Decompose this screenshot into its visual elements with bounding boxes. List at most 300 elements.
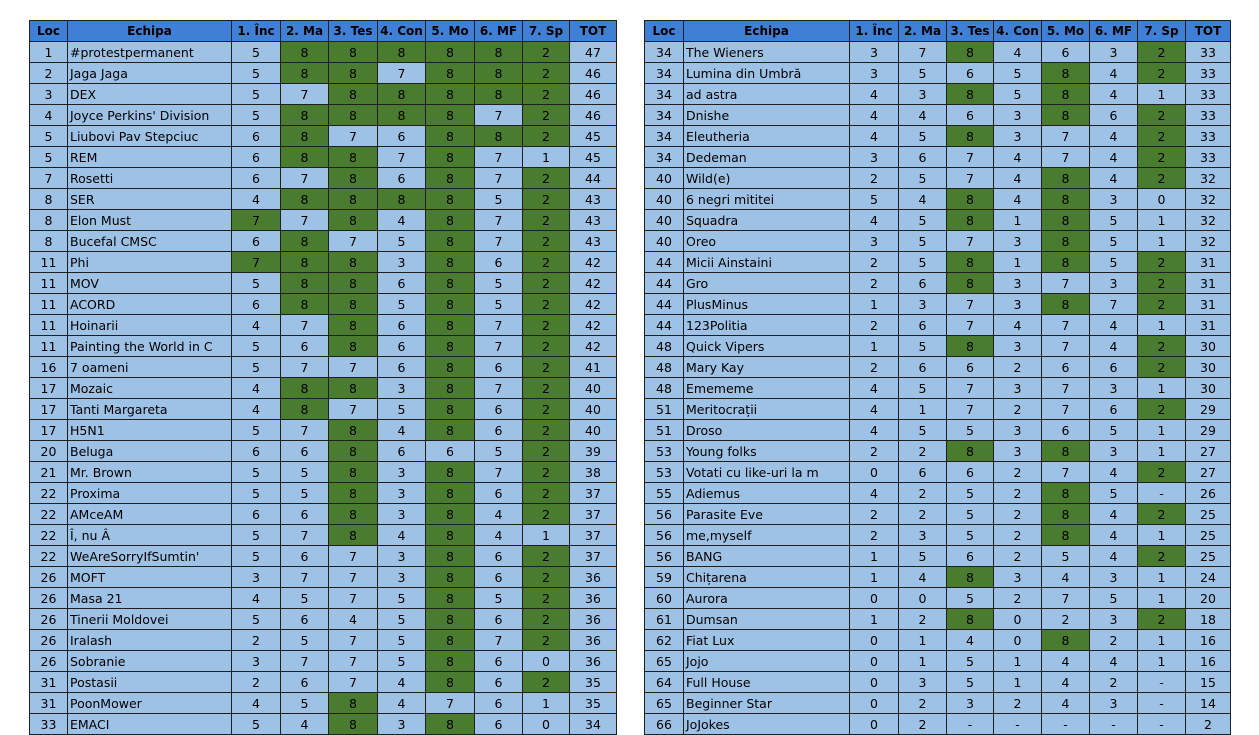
score-cell: 2 xyxy=(523,252,570,273)
score-cell: 2 xyxy=(899,609,947,630)
rank-cell: 11 xyxy=(30,252,68,273)
score-cell: 0 xyxy=(850,651,899,672)
score-cell: 8 xyxy=(426,336,475,357)
score-cell: 4 xyxy=(1090,84,1138,105)
score-cell: 5 xyxy=(899,63,947,84)
score-cell: 6 xyxy=(947,462,994,483)
score-cell: 3 xyxy=(947,693,994,714)
rank-cell: 2 xyxy=(30,63,68,84)
score-cell: 7 xyxy=(281,651,329,672)
column-header: 5. Mo xyxy=(426,21,475,42)
score-cell: 4 xyxy=(232,588,281,609)
score-cell: 8 xyxy=(329,315,378,336)
rank-cell: 61 xyxy=(645,609,684,630)
rank-cell: 34 xyxy=(645,126,684,147)
score-cell: 6 xyxy=(232,147,281,168)
score-cell: 4 xyxy=(1042,672,1090,693)
table-row xyxy=(30,378,617,399)
score-cell: 3 xyxy=(899,525,947,546)
score-cell: 8 xyxy=(947,210,994,231)
score-cell: 7 xyxy=(947,315,994,336)
team-name-cell: Î, nu Â xyxy=(68,525,232,546)
score-cell: 1 xyxy=(1138,525,1186,546)
score-cell: 4 xyxy=(850,126,899,147)
table-row xyxy=(30,189,617,210)
table-row xyxy=(30,42,617,63)
table-row xyxy=(30,651,617,672)
rank-cell: 40 xyxy=(645,231,684,252)
score-cell: 5 xyxy=(1090,252,1138,273)
score-cell: 8 xyxy=(426,315,475,336)
score-cell: 4 xyxy=(1042,651,1090,672)
score-cell: 8 xyxy=(329,42,378,63)
score-cell: 3 xyxy=(378,483,426,504)
score-cell: 5 xyxy=(475,294,523,315)
score-cell: 5 xyxy=(899,252,947,273)
score-cell: 2 xyxy=(850,273,899,294)
score-cell: 5 xyxy=(232,63,281,84)
score-cell: 7 xyxy=(378,63,426,84)
column-header: 7. Sp xyxy=(1138,21,1186,42)
table-row xyxy=(645,420,1231,441)
team-name-cell: Postasii xyxy=(68,672,232,693)
score-cell: 6 xyxy=(1042,42,1090,63)
table-row xyxy=(645,630,1231,651)
table-row xyxy=(30,672,617,693)
score-cell: 0 xyxy=(850,693,899,714)
score-cell: 0 xyxy=(523,651,570,672)
score-cell: 7 xyxy=(475,231,523,252)
team-name-cell: JoJokes xyxy=(684,714,850,735)
team-name-cell: Elon Must xyxy=(68,210,232,231)
score-cell: 4 xyxy=(1090,336,1138,357)
rank-cell: 34 xyxy=(645,147,684,168)
score-cell: 4 xyxy=(232,399,281,420)
score-cell: 1 xyxy=(1138,651,1186,672)
team-name-cell: Quick Vipers xyxy=(684,336,850,357)
team-name-cell: PoonMower xyxy=(68,693,232,714)
score-cell: - xyxy=(1138,483,1186,504)
table-row xyxy=(30,525,617,546)
score-cell: 8 xyxy=(329,84,378,105)
score-cell: 5 xyxy=(378,231,426,252)
score-cell: 8 xyxy=(426,567,475,588)
score-cell: 2 xyxy=(523,357,570,378)
table-row xyxy=(645,504,1231,525)
total-cell: 40 xyxy=(570,378,617,399)
score-cell: 8 xyxy=(281,294,329,315)
rank-cell: 22 xyxy=(30,546,68,567)
table-row xyxy=(645,693,1231,714)
rank-cell: 56 xyxy=(645,504,684,525)
total-cell: 41 xyxy=(570,357,617,378)
score-cell: 8 xyxy=(281,273,329,294)
score-cell: 5 xyxy=(1090,210,1138,231)
table-row xyxy=(30,231,617,252)
score-cell: 2 xyxy=(523,294,570,315)
score-cell: 2 xyxy=(523,567,570,588)
total-cell: 42 xyxy=(570,315,617,336)
score-cell: 8 xyxy=(329,462,378,483)
table-row xyxy=(30,126,617,147)
total-cell: 33 xyxy=(1186,147,1231,168)
team-name-cell: 6 negri mititei xyxy=(684,189,850,210)
score-cell: 6 xyxy=(475,420,523,441)
score-cell: 2 xyxy=(1138,126,1186,147)
score-cell: 3 xyxy=(1090,693,1138,714)
score-cell: 1 xyxy=(1138,588,1186,609)
score-cell: 5 xyxy=(947,504,994,525)
score-cell: 8 xyxy=(329,252,378,273)
column-header: 4. Con xyxy=(994,21,1042,42)
score-cell: 7 xyxy=(475,378,523,399)
rank-cell: 66 xyxy=(645,714,684,735)
table-body xyxy=(30,42,617,735)
total-cell: 40 xyxy=(570,399,617,420)
score-cell: 5 xyxy=(378,399,426,420)
score-cell: 7 xyxy=(475,168,523,189)
score-cell: 7 xyxy=(329,630,378,651)
total-cell: 14 xyxy=(1186,693,1231,714)
column-header: Loc xyxy=(30,21,68,42)
table-row xyxy=(645,63,1231,84)
table-row xyxy=(645,483,1231,504)
score-cell: 8 xyxy=(378,84,426,105)
score-cell: 6 xyxy=(281,672,329,693)
score-cell: 6 xyxy=(378,336,426,357)
score-cell: 1 xyxy=(1138,84,1186,105)
score-cell: 8 xyxy=(947,273,994,294)
score-cell: 3 xyxy=(899,672,947,693)
score-cell: 2 xyxy=(899,693,947,714)
score-cell: 7 xyxy=(232,210,281,231)
total-cell: 36 xyxy=(570,630,617,651)
score-cell: 3 xyxy=(1090,189,1138,210)
score-cell: 2 xyxy=(850,504,899,525)
total-cell: 33 xyxy=(1186,105,1231,126)
score-cell: 3 xyxy=(994,336,1042,357)
table-row xyxy=(645,210,1231,231)
score-cell: 3 xyxy=(850,63,899,84)
score-cell: 2 xyxy=(1138,336,1186,357)
score-cell: 8 xyxy=(329,525,378,546)
team-name-cell: Iralash xyxy=(68,630,232,651)
table-row xyxy=(645,378,1231,399)
score-cell: 8 xyxy=(281,378,329,399)
score-cell: 2 xyxy=(523,588,570,609)
score-cell: 8 xyxy=(329,378,378,399)
score-cell: - xyxy=(1138,672,1186,693)
score-cell: 6 xyxy=(899,462,947,483)
score-cell: 4 xyxy=(850,210,899,231)
score-cell: 3 xyxy=(850,147,899,168)
column-header: 5. Mo xyxy=(1042,21,1090,42)
score-cell: 4 xyxy=(1090,504,1138,525)
score-cell: 3 xyxy=(1090,378,1138,399)
score-cell: 0 xyxy=(523,714,570,735)
score-cell: 6 xyxy=(947,105,994,126)
total-cell: 31 xyxy=(1186,315,1231,336)
column-header: 7. Sp xyxy=(523,21,570,42)
score-cell: 6 xyxy=(232,504,281,525)
rank-cell: 26 xyxy=(30,630,68,651)
score-cell: 3 xyxy=(899,84,947,105)
score-cell: 7 xyxy=(329,399,378,420)
score-cell: 2 xyxy=(523,210,570,231)
score-cell: 8 xyxy=(378,105,426,126)
score-cell: 2 xyxy=(899,714,947,735)
score-cell: 2 xyxy=(523,105,570,126)
score-cell: 3 xyxy=(1090,609,1138,630)
score-cell: 8 xyxy=(1042,630,1090,651)
score-cell: 2 xyxy=(232,672,281,693)
total-cell: 24 xyxy=(1186,567,1231,588)
table-row xyxy=(645,273,1231,294)
score-cell: 6 xyxy=(281,609,329,630)
team-name-cell: MOFT xyxy=(68,567,232,588)
score-cell: 5 xyxy=(232,84,281,105)
team-name-cell: Proxima xyxy=(68,483,232,504)
total-cell: 36 xyxy=(570,651,617,672)
score-cell: 6 xyxy=(475,357,523,378)
score-cell: 4 xyxy=(899,567,947,588)
team-name-cell: Mozaic xyxy=(68,378,232,399)
score-cell: - xyxy=(1138,714,1186,735)
score-cell: 1 xyxy=(523,525,570,546)
header-row xyxy=(30,21,617,42)
team-name-cell: Micii Ainstaini xyxy=(684,252,850,273)
score-cell: 7 xyxy=(329,672,378,693)
team-name-cell: Aurora xyxy=(684,588,850,609)
score-cell: 8 xyxy=(426,126,475,147)
rank-cell: 31 xyxy=(30,672,68,693)
score-cell: 2 xyxy=(1138,357,1186,378)
column-header: 4. Con xyxy=(378,21,426,42)
score-cell: 7 xyxy=(281,525,329,546)
column-header: 6. MF xyxy=(1090,21,1138,42)
score-cell: 2 xyxy=(523,168,570,189)
total-cell: 35 xyxy=(570,693,617,714)
rank-cell: 22 xyxy=(30,483,68,504)
score-cell: 8 xyxy=(329,693,378,714)
score-cell: 7 xyxy=(329,231,378,252)
score-cell: 1 xyxy=(850,546,899,567)
score-cell: 7 xyxy=(947,147,994,168)
score-cell: 7 xyxy=(329,588,378,609)
rank-cell: 53 xyxy=(645,441,684,462)
score-cell: 4 xyxy=(1042,693,1090,714)
rank-cell: 31 xyxy=(30,693,68,714)
table-row xyxy=(645,189,1231,210)
team-name-cell: Mr. Brown xyxy=(68,462,232,483)
score-cell: 8 xyxy=(947,126,994,147)
table-row xyxy=(645,651,1231,672)
rank-cell: 22 xyxy=(30,504,68,525)
score-cell: 2 xyxy=(899,441,947,462)
score-cell: 4 xyxy=(994,315,1042,336)
score-cell: 5 xyxy=(232,609,281,630)
table-row xyxy=(645,546,1231,567)
total-cell: 31 xyxy=(1186,252,1231,273)
table-row xyxy=(30,357,617,378)
total-cell: 44 xyxy=(570,168,617,189)
score-cell: - xyxy=(1042,714,1090,735)
score-cell: 1 xyxy=(994,210,1042,231)
score-cell: 7 xyxy=(281,357,329,378)
team-name-cell: WeAreSorryIfSumtin' xyxy=(68,546,232,567)
total-cell: 39 xyxy=(570,441,617,462)
score-cell: 4 xyxy=(1090,651,1138,672)
rank-cell: 7 xyxy=(30,168,68,189)
table-row xyxy=(30,588,617,609)
score-cell: 2 xyxy=(850,168,899,189)
table-row xyxy=(30,147,617,168)
total-cell: 47 xyxy=(570,42,617,63)
total-cell: 20 xyxy=(1186,588,1231,609)
score-cell: 2 xyxy=(850,315,899,336)
score-cell: 7 xyxy=(1042,126,1090,147)
team-name-cell: Dnishe xyxy=(684,105,850,126)
score-cell: 2 xyxy=(1138,252,1186,273)
score-cell: 1 xyxy=(523,693,570,714)
score-cell: 3 xyxy=(994,231,1042,252)
score-cell: 8 xyxy=(1042,483,1090,504)
total-cell: 36 xyxy=(570,588,617,609)
rank-cell: 3 xyxy=(30,84,68,105)
score-cell: 8 xyxy=(426,63,475,84)
score-cell: 7 xyxy=(281,420,329,441)
score-cell: 4 xyxy=(378,420,426,441)
rank-cell: 17 xyxy=(30,420,68,441)
table-row xyxy=(30,462,617,483)
total-cell: 36 xyxy=(570,609,617,630)
score-cell: 1 xyxy=(899,630,947,651)
team-name-cell: H5N1 xyxy=(68,420,232,441)
score-cell: 5 xyxy=(232,105,281,126)
score-cell: 3 xyxy=(850,42,899,63)
score-cell: 2 xyxy=(523,630,570,651)
total-cell: 30 xyxy=(1186,336,1231,357)
rank-cell: 34 xyxy=(645,84,684,105)
rank-cell: 53 xyxy=(645,462,684,483)
score-cell: 8 xyxy=(329,105,378,126)
score-cell: 5 xyxy=(994,63,1042,84)
team-name-cell: Joyce Perkins' Division xyxy=(68,105,232,126)
score-cell: 7 xyxy=(475,147,523,168)
score-cell: 2 xyxy=(994,483,1042,504)
score-cell: 8 xyxy=(426,147,475,168)
score-cell: 8 xyxy=(329,714,378,735)
score-cell: 4 xyxy=(850,399,899,420)
score-cell: 2 xyxy=(1138,63,1186,84)
score-cell: 8 xyxy=(281,63,329,84)
score-cell: 8 xyxy=(329,441,378,462)
score-cell: 5 xyxy=(232,42,281,63)
score-cell: - xyxy=(1090,714,1138,735)
team-name-cell: DEX xyxy=(68,84,232,105)
table-row xyxy=(645,105,1231,126)
table-row xyxy=(30,315,617,336)
score-cell: 7 xyxy=(947,294,994,315)
score-cell: 5 xyxy=(947,651,994,672)
team-name-cell: EMACI xyxy=(68,714,232,735)
score-cell: 7 xyxy=(475,315,523,336)
table-body xyxy=(645,42,1231,735)
score-cell: 8 xyxy=(426,357,475,378)
score-cell: 5 xyxy=(899,336,947,357)
score-cell: 2 xyxy=(523,420,570,441)
score-cell: 3 xyxy=(1090,441,1138,462)
score-cell: 8 xyxy=(426,378,475,399)
table-row xyxy=(645,609,1231,630)
total-cell: 2 xyxy=(1186,714,1231,735)
table-row xyxy=(645,714,1231,735)
score-cell: 2 xyxy=(850,357,899,378)
table-row xyxy=(30,546,617,567)
score-cell: 5 xyxy=(232,525,281,546)
column-header: 2. Ma xyxy=(899,21,947,42)
column-header: TOT xyxy=(570,21,617,42)
score-cell: 8 xyxy=(426,714,475,735)
score-cell: 8 xyxy=(475,63,523,84)
score-cell: 8 xyxy=(1042,168,1090,189)
score-cell: 5 xyxy=(378,588,426,609)
score-cell: 8 xyxy=(426,273,475,294)
score-cell: 8 xyxy=(475,126,523,147)
score-cell: 8 xyxy=(426,189,475,210)
score-cell: 6 xyxy=(1042,420,1090,441)
score-cell: 8 xyxy=(947,189,994,210)
score-cell: 5 xyxy=(947,525,994,546)
score-cell: 1 xyxy=(1138,630,1186,651)
team-name-cell: Fiat Lux xyxy=(684,630,850,651)
score-cell: 7 xyxy=(378,147,426,168)
score-cell: 8 xyxy=(426,105,475,126)
score-cell: 4 xyxy=(947,630,994,651)
score-cell: 5 xyxy=(850,189,899,210)
score-cell: 6 xyxy=(475,567,523,588)
score-cell: 5 xyxy=(475,588,523,609)
rank-cell: 17 xyxy=(30,399,68,420)
total-cell: 29 xyxy=(1186,399,1231,420)
team-name-cell: Meritocrații xyxy=(684,399,850,420)
team-name-cell: BANG xyxy=(684,546,850,567)
score-cell: 5 xyxy=(947,672,994,693)
score-cell: 8 xyxy=(1042,105,1090,126)
score-cell: 8 xyxy=(281,147,329,168)
score-cell: 5 xyxy=(232,420,281,441)
total-cell: 25 xyxy=(1186,504,1231,525)
column-header: 2. Ma xyxy=(281,21,329,42)
total-cell: 16 xyxy=(1186,651,1231,672)
score-cell: 5 xyxy=(899,126,947,147)
total-cell: 42 xyxy=(570,273,617,294)
rank-cell: 26 xyxy=(30,609,68,630)
score-cell: 4 xyxy=(1090,63,1138,84)
score-cell: 4 xyxy=(475,504,523,525)
score-cell: 6 xyxy=(1090,357,1138,378)
rank-cell: 8 xyxy=(30,189,68,210)
score-cell: 7 xyxy=(281,210,329,231)
score-cell: 1 xyxy=(1138,210,1186,231)
score-cell: 7 xyxy=(1042,273,1090,294)
total-cell: 40 xyxy=(570,420,617,441)
table-row xyxy=(645,315,1231,336)
score-cell: 6 xyxy=(475,651,523,672)
table-row xyxy=(645,168,1231,189)
score-cell: 2 xyxy=(1138,168,1186,189)
team-name-cell: Mary Kay xyxy=(684,357,850,378)
